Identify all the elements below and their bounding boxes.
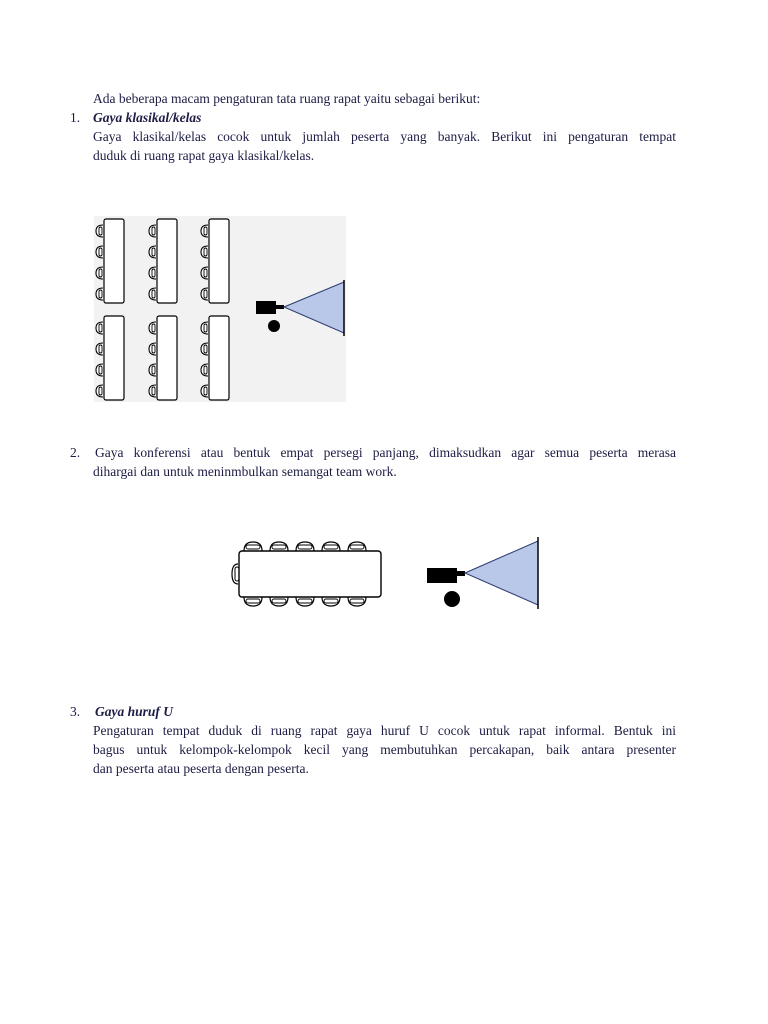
chair-back bbox=[152, 345, 155, 353]
classroom-layout-diagram bbox=[94, 216, 346, 402]
section-2-number: 2. bbox=[70, 445, 81, 460]
section-1-text-line-1: Gaya klasikal/kelas cocok untuk jumlah peserta yang banyak. Berikut ini pengaturan tempat bbox=[93, 129, 676, 144]
chair-back bbox=[99, 290, 102, 298]
intro-text: Ada beberapa macam pengaturan tata ruang rapat yaitu sebagai berikut: bbox=[93, 91, 481, 106]
chair-back bbox=[204, 324, 207, 332]
section-2-text-line-2: dihargai dan untuk meninmbulkan semangat team work. bbox=[93, 464, 397, 479]
presenter-icon bbox=[268, 320, 280, 332]
desk bbox=[157, 316, 177, 400]
section-3-text-line-3: dan peserta atau peserta dengan peserta. bbox=[93, 761, 309, 776]
chair-back bbox=[152, 366, 155, 374]
desk bbox=[104, 219, 124, 303]
chair-back bbox=[324, 545, 338, 549]
chair-back bbox=[204, 345, 207, 353]
chair-back bbox=[204, 227, 207, 235]
section-3-heading: Gaya huruf U bbox=[95, 704, 174, 719]
projection-beam bbox=[465, 541, 538, 605]
chair-back bbox=[324, 599, 338, 603]
chair-back bbox=[99, 387, 102, 395]
chair-back bbox=[272, 545, 286, 549]
conference-table bbox=[239, 551, 381, 597]
section-1-number: 1. bbox=[70, 110, 81, 125]
chair-back bbox=[99, 269, 102, 277]
chair-back bbox=[152, 324, 155, 332]
projector-icon bbox=[256, 301, 276, 314]
desk bbox=[209, 219, 229, 303]
chair-back bbox=[152, 387, 155, 395]
chair-back bbox=[204, 387, 207, 395]
chair-back bbox=[246, 599, 260, 603]
chair-back bbox=[350, 545, 364, 549]
chair-back bbox=[152, 227, 155, 235]
chair-back bbox=[272, 599, 286, 603]
section-3-text-line-1: Pengaturan tempat duduk di ruang rapat gaya huruf U cocok untuk rapat informal. Bentuk ini bbox=[93, 723, 676, 738]
chair-back bbox=[204, 366, 207, 374]
projector-icon bbox=[427, 568, 457, 583]
chair-back bbox=[99, 324, 102, 332]
chair-back bbox=[99, 366, 102, 374]
chair-back bbox=[204, 290, 207, 298]
section-3-number: 3. bbox=[70, 704, 81, 719]
chair-back bbox=[152, 248, 155, 256]
chair-back bbox=[350, 599, 364, 603]
conference-layout-diagram bbox=[225, 532, 545, 614]
chair-back bbox=[99, 248, 102, 256]
chair-back bbox=[152, 269, 155, 277]
chair-back bbox=[298, 545, 312, 549]
chair-back bbox=[99, 227, 102, 235]
section-1-text-line-2: duduk di ruang rapat gaya klasikal/kelas. bbox=[93, 148, 315, 163]
chair-back bbox=[152, 290, 155, 298]
presenter-icon bbox=[444, 591, 460, 607]
section-2-text-line-1: Gaya konferensi atau bentuk empat persegi panjang, dimaksudkan agar semua peserta merasa bbox=[95, 445, 676, 460]
desk bbox=[157, 219, 177, 303]
chair-back bbox=[246, 545, 260, 549]
chair-back bbox=[298, 599, 312, 603]
chair-back bbox=[204, 269, 207, 277]
section-3-text-line-2: bagus untuk kelompok-kelompok kecil yang membutuhkan percakapan, baik antara presenter bbox=[93, 742, 676, 757]
desk bbox=[209, 316, 229, 400]
chair-back bbox=[204, 248, 207, 256]
desk bbox=[104, 316, 124, 400]
chair-back bbox=[99, 345, 102, 353]
section-1-heading: Gaya klasikal/kelas bbox=[93, 110, 202, 125]
